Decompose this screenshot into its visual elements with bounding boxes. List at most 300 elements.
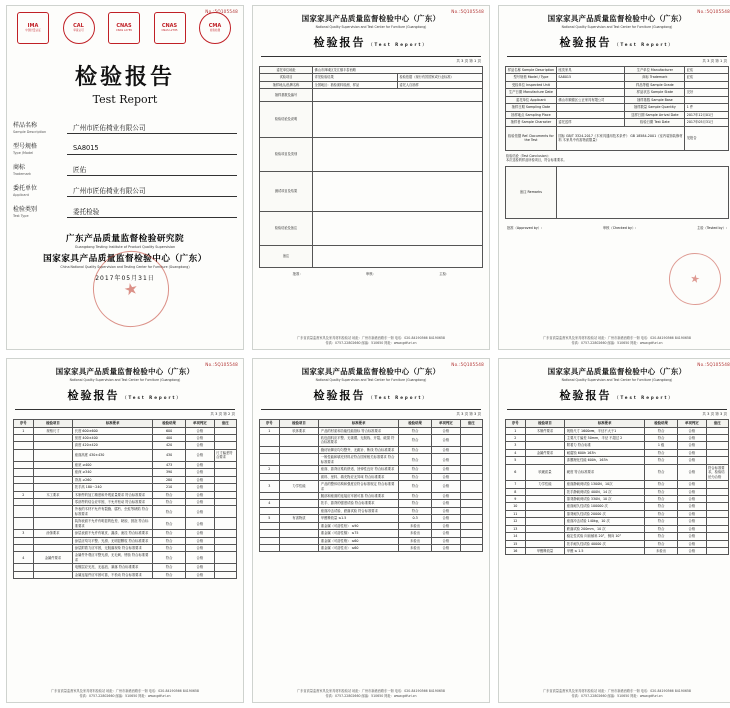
table-row	[14, 435, 237, 442]
cover-title-cn: 检验报告	[74, 65, 175, 90]
cell-no	[14, 461, 34, 468]
cell-item	[33, 506, 73, 518]
cell-result: 390	[153, 469, 186, 476]
cell-result: 0.3	[399, 515, 432, 522]
row-extra: 检验依据（现行有效国家或行业标准）	[398, 74, 483, 81]
report-page-1	[252, 5, 490, 350]
cell-remark	[460, 492, 482, 499]
certification-logo-row	[13, 10, 237, 44]
col-item: 检验项目	[33, 420, 73, 428]
cell-requirement: 扶手高 180～240	[73, 484, 153, 491]
cell-no: 4	[14, 552, 34, 564]
cell-no	[260, 537, 280, 544]
cover-field-trademark	[13, 164, 237, 176]
table-row	[14, 571, 237, 578]
cover-field-sample-value: 广州市匠佑椅业有限公司	[67, 122, 237, 134]
cell-judgement: 合格	[186, 552, 215, 564]
cell-requirement: 木制件的加工精度和外观质量要求 符合标准要求	[73, 491, 153, 498]
table-header-row	[260, 420, 483, 428]
table-row	[14, 537, 237, 544]
cell-judgement: 合格	[186, 530, 215, 537]
cell-no: 6	[506, 464, 526, 480]
report-number-p3: No.:5Q105548	[205, 362, 238, 367]
cell-judgement: 合格	[432, 466, 461, 473]
cell-no	[14, 545, 34, 552]
table-row	[506, 119, 729, 126]
cell-result: 符合	[645, 488, 678, 495]
cell-remark	[706, 510, 728, 517]
cell-remark	[460, 507, 482, 514]
table-row	[260, 446, 483, 453]
table-row	[260, 492, 483, 499]
cell-result: 符合	[399, 427, 432, 434]
cell-item: 规格尺寸	[33, 427, 73, 434]
cell-item: 力学性能	[279, 481, 319, 493]
cell-requirement: 装饰表面不允许有明显的色差、缺胶、鼓泡 符合标准要求	[73, 518, 153, 530]
cell-remark	[706, 488, 728, 495]
col-remark: 备注	[214, 420, 236, 428]
cma-logo	[15, 12, 51, 44]
cell-requirement: 重金属（可溶性汞） ≤60	[319, 545, 399, 552]
cell-item	[279, 530, 319, 537]
issuing-org-en-1: Guangdong Testing Institute of Product Quality Supervision	[74, 244, 176, 249]
col-remark: 备注	[706, 420, 728, 428]
table-row	[14, 461, 237, 468]
cell-item: 木制件要求	[525, 427, 565, 434]
table-row	[506, 464, 729, 480]
cell-no: 10	[506, 503, 526, 510]
cell-item	[525, 435, 565, 442]
table-row	[506, 457, 729, 464]
report-number-p4: No.:5Q105548	[451, 362, 484, 367]
cell-label: 检验依据 Ref. Documents for the Test	[506, 126, 557, 150]
cell-no	[260, 522, 280, 529]
page-header-cn-1: 国家家具产品质量监督检验中心（广东）	[301, 14, 441, 23]
cell-judgement: 合格	[432, 427, 461, 434]
cell-remark	[214, 545, 236, 552]
col-res: 检验结果	[645, 420, 678, 428]
cell-no: 9	[506, 495, 526, 502]
cell-result: 符合	[153, 552, 186, 564]
cell-value	[556, 81, 625, 88]
cell-remark	[460, 435, 482, 447]
cell-judgement: 合格	[432, 530, 461, 537]
cell-remark	[460, 466, 482, 473]
page-title-1: 检验报告 （Test Report）	[313, 36, 429, 49]
cell-value2: 2017年05月31日	[685, 119, 729, 126]
table-row	[506, 533, 729, 540]
cell-remark	[706, 548, 728, 555]
cell-judgement: 合格	[186, 476, 215, 483]
cell-result: 符合	[399, 466, 432, 473]
cell-value2: 1 件	[685, 104, 729, 111]
col-judge: 单项判定	[432, 420, 461, 428]
cell-remark	[706, 427, 728, 434]
cell-item: 有害物质	[279, 515, 319, 522]
table-row	[14, 530, 237, 537]
cell-requirement: 产品的材质和功能性能指标 符合标准要求	[319, 427, 399, 434]
cell-judgement: 合格	[432, 537, 461, 544]
table-row	[506, 74, 729, 81]
cell-remark	[460, 454, 482, 466]
cell-requirement: 座面高度 430±430	[73, 449, 153, 461]
cell-judgement: 合格	[678, 427, 707, 434]
cell-remark	[706, 540, 728, 547]
row-value	[313, 88, 483, 101]
cover-field-trademark-value: 匠佑	[67, 164, 237, 176]
cell-no	[14, 506, 34, 518]
table-row	[506, 126, 729, 150]
cell-judgement: 合格	[432, 545, 461, 552]
page-count-3: 共 3 页 第 2 页	[210, 412, 235, 416]
cover-field-sample-label: 样品名称 Sample Description	[13, 122, 47, 134]
page-title-2: 检验报告 （Test Report）	[559, 36, 675, 49]
cell-remark	[460, 481, 482, 493]
cover-field-applicant-value: 广州市匠佑椅业有限公司	[67, 185, 237, 197]
cell-requirement: 面料、里料、填充物应无异味 符合标准要求	[319, 473, 399, 480]
cell-result: 符合	[153, 518, 186, 530]
page-header-en-1: National Quality Supervision and Test Center for Furniture (Guangdong)	[315, 25, 427, 29]
cell-requirement: 跌落试验 200mm，10 次	[565, 525, 645, 532]
row-value: 详见检验结果	[313, 74, 398, 81]
cell-remark	[706, 525, 728, 532]
cell-result: 1 级	[645, 442, 678, 449]
cell-requirement: 产品的整体结构和强度应符合标准规定 符合标准要求	[319, 481, 399, 493]
cell-no: 4	[506, 449, 526, 456]
cell-item	[279, 446, 319, 453]
table-row	[260, 435, 483, 447]
page-header-en-2: National Quality Supervision and Test Center for Furniture (Guangdong)	[561, 25, 673, 29]
cell-requirement: 零部件的结合应牢固，不允许松动 符合标准要求	[73, 498, 153, 505]
cell-value2: 完好	[685, 89, 729, 96]
row-value	[313, 171, 483, 211]
cell-item	[33, 442, 73, 449]
cell-no	[260, 473, 280, 480]
cover-field-testtype-label: 检验类别 Test Type	[13, 206, 38, 218]
table-row	[506, 111, 729, 118]
cell-requirement: 座深 ≥340	[73, 469, 153, 476]
row-value	[313, 211, 483, 245]
page-header-5	[499, 359, 730, 405]
cell-requirement: 长度 600±600	[73, 427, 153, 434]
cell-label: 样品名称 Sample Description	[506, 67, 557, 74]
cell-no	[14, 469, 34, 476]
cell-requirement: 座面、靠背应柔软舒适，回弹性良好 符合标准要求	[319, 466, 399, 473]
cell-no: 3	[14, 530, 34, 537]
table-row	[506, 503, 729, 510]
cell-requirement: 靠背静载荷试验 330N，10 次	[565, 495, 645, 502]
cell-item	[33, 571, 73, 578]
cell-no: 1	[14, 427, 34, 434]
cell-no: 4	[260, 500, 280, 507]
cell-requirement: 重金属（可溶性镉） ≤75	[319, 530, 399, 537]
table-row	[14, 506, 237, 518]
table-row	[506, 167, 729, 219]
cell-remark	[214, 552, 236, 564]
cell-remark	[460, 522, 482, 529]
cover-title-en: Test Report	[92, 93, 158, 106]
cell-result: 符合	[645, 495, 678, 502]
cell-requirement: 涂层附着力应牢固，无脱落现象 符合标准要求	[73, 545, 153, 552]
cell-remark	[214, 442, 236, 449]
cell-no	[260, 530, 280, 537]
approver-label: 批准：	[292, 271, 303, 276]
cell-remark	[460, 545, 482, 552]
cell-result: 符合	[645, 518, 678, 525]
cell-item	[33, 518, 73, 530]
table-row	[260, 481, 483, 493]
page-footer-5: 广东省质量监督家具及家具材料检验站 地址：广州市新港西路东一街 电话：020-84190566 84190658 传真：0757-22802660 邮编：510650 网址：www.gdfuri.cn	[543, 689, 691, 699]
cell-result: 420	[153, 442, 186, 449]
cell-value: 国标 GB/T 3324-2017《木家具通用技术条件》 GB 18584-2001《室内装饰装修材料 木家具中有害物质限量》	[556, 126, 684, 150]
cell-label: 委托单位 Applicant	[506, 96, 557, 103]
table-row	[14, 545, 237, 552]
page-count-1: 共 3 页 第 1 页	[456, 59, 481, 63]
cell-no: 3	[506, 442, 526, 449]
cell-item	[279, 492, 319, 499]
cell-label: 生产日期 Manufacture Date	[506, 89, 557, 96]
cell-item	[279, 500, 319, 507]
cell-result: 符合	[645, 503, 678, 510]
cell-item	[33, 461, 73, 468]
table-row	[506, 449, 729, 456]
cell-item	[279, 522, 319, 529]
cell-judgement: 合格	[432, 507, 461, 514]
table-row	[260, 67, 483, 74]
cell-judgement: 合格	[186, 537, 215, 544]
header-divider-5	[507, 409, 727, 410]
report-page-5	[498, 358, 730, 703]
col-req: 标准要求	[565, 420, 645, 428]
cell-result: 未检出	[399, 545, 432, 552]
table-row	[260, 245, 483, 267]
cell-value	[556, 111, 625, 118]
cell-result: 符合	[153, 537, 186, 544]
cell-remark	[706, 503, 728, 510]
cell-item	[525, 510, 565, 517]
cell-remark: 符合标准要求，检验结论为合格	[706, 464, 728, 480]
cell-judgement: 合格	[678, 495, 707, 502]
cell-requirement: 腿部和座面的连接应牢固可靠 符合标准要求	[319, 492, 399, 499]
cell-remark	[214, 506, 236, 518]
cell-judgement: 合格	[432, 446, 461, 453]
row-label: 备注	[260, 245, 313, 267]
checker-label: 审核（Checked by）:	[602, 226, 637, 231]
issuing-org-cn-1: 广东产品质量监督检验研究院	[65, 233, 185, 244]
cell-result: 未检出	[399, 537, 432, 544]
cover-field-applicant	[13, 185, 237, 197]
page-title-3: 检验报告 （Test Report）	[67, 389, 183, 402]
cell-requirement: 漆膜理化性能 600h，163h	[565, 457, 645, 464]
cnas-logo-2	[152, 12, 188, 44]
cell-item	[525, 488, 565, 495]
cell-item	[525, 457, 565, 464]
cell-item: 涂饰要求	[33, 530, 73, 537]
cell-no	[14, 498, 34, 505]
cell-remark	[214, 427, 236, 434]
cell-label: 型号规格 Model / Type	[506, 74, 557, 81]
cell-result: 符合	[645, 457, 678, 464]
row-value: 全国地区：抽检面料检测、样品	[313, 81, 398, 88]
cell-requirement: 扶手、靠背的强度试验 符合标准要求	[319, 500, 399, 507]
cell-no: 1	[260, 427, 280, 434]
cell-no	[260, 435, 280, 447]
cell-remark	[214, 491, 236, 498]
cell-result: 未检出	[399, 530, 432, 537]
cell-judgement: 合格	[186, 461, 215, 468]
cell-item	[525, 540, 565, 547]
cell-remark	[460, 427, 482, 434]
table-row	[260, 500, 483, 507]
table-row	[260, 545, 483, 552]
cell-label2: 检验日期 Test Date	[625, 119, 685, 126]
cell-no	[14, 449, 34, 461]
table-row	[506, 67, 729, 74]
cover-field-sample	[13, 122, 237, 134]
cell-item: 金属件要求	[525, 449, 565, 456]
cell-item: 金属件要求	[33, 552, 73, 564]
table-row	[14, 484, 237, 491]
cell-result: 符合	[153, 545, 186, 552]
table-row	[260, 88, 483, 101]
cell-value	[556, 89, 625, 96]
cell-judgement: 合格	[678, 442, 707, 449]
cell-result: 未检出	[399, 522, 432, 529]
cell-result: 符合	[645, 533, 678, 540]
cell-requirement: 硬度 符合标准要求	[565, 464, 645, 480]
header-divider-2	[507, 56, 727, 57]
table-row	[506, 442, 729, 449]
approval-seal	[665, 249, 724, 308]
cell-item	[33, 545, 73, 552]
cell-no: 3	[260, 481, 280, 493]
table-row	[506, 81, 729, 88]
cell-judgement: 合格	[186, 506, 215, 518]
cell-no	[260, 507, 280, 514]
cell-remark	[460, 515, 482, 522]
cell-no: 12	[506, 518, 526, 525]
cell-item: 木工要求	[33, 491, 73, 498]
cell-no: 2	[506, 435, 526, 442]
table-row	[506, 96, 729, 103]
cover-issue-date: 2017年05月31日	[95, 274, 155, 282]
table-row	[14, 498, 237, 505]
cell-requirement: 甲醛释放量 ≤1.5	[319, 515, 399, 522]
row-label: 试验项目	[260, 74, 313, 81]
cma-logo-2	[197, 12, 233, 44]
table-row	[260, 473, 483, 480]
cell-requirement: 附着力 符合标准	[565, 442, 645, 449]
report-cover-page	[6, 5, 244, 350]
col-no: 序号	[260, 420, 280, 428]
cell-remark	[214, 435, 236, 442]
cell-remark	[706, 533, 728, 540]
table-row	[260, 74, 483, 81]
col-item: 检验项目	[525, 420, 565, 428]
table-row	[260, 522, 483, 529]
cell-value2: 匠佑	[685, 74, 729, 81]
cell-requirement: 主要尺寸偏差 50mm，半径 不超过 2	[565, 435, 645, 442]
table-header-row	[506, 420, 729, 428]
cell-item	[33, 484, 73, 491]
table-row	[260, 454, 483, 466]
cell-remark	[214, 484, 236, 491]
tester-label: 主检（Tested by）:	[696, 226, 727, 231]
cell-result: 符合	[153, 498, 186, 505]
page-footer-4: 广东省质量监督家具及家具材料检验站 地址：广州市新港西路东一街 电话：020-84190566 84190658 传真：0757-22802660 邮编：510650 网址：www.gdfuri.cn	[297, 689, 445, 699]
cell-no: 1	[506, 427, 526, 434]
test-result-table-2	[259, 419, 483, 552]
report-number-p2: No.:5Q105548	[697, 9, 730, 14]
cell-no: 7	[506, 481, 526, 488]
report-number: No.:5Q105548	[205, 9, 238, 14]
cell-no	[14, 571, 34, 578]
cell-no: 15	[506, 540, 526, 547]
table-row	[506, 89, 729, 96]
page-header-cn-5: 国家家具产品质量监督检验中心（广东）	[547, 367, 687, 376]
cell-remark	[460, 537, 482, 544]
cell-judgement: 合格	[678, 533, 707, 540]
cell-value: 委托送样	[556, 119, 625, 126]
cell-item: 甲醛释放量	[525, 548, 565, 555]
table-row	[260, 515, 483, 522]
row-value	[313, 137, 483, 171]
page-header-2	[499, 6, 730, 52]
cell-value: 佛山市顺德区公正家具有限公司	[556, 96, 625, 103]
table-row	[14, 449, 237, 461]
page-footer-1: 广东省质量监督家具及家具材料检验站 地址：广州市新港西路东一街 电话：020-84190566 84190658 传真：0757-22802660 邮编：510650 网址：www.gdfuri.cn	[297, 336, 445, 346]
cell-result: 符合	[153, 530, 186, 537]
cell-judgement: 合格	[186, 442, 215, 449]
cell-item	[279, 466, 319, 473]
cell-result: 符合	[399, 435, 432, 447]
tester-label: 主检：	[439, 271, 450, 276]
cell-requirement: 扶手耐久性试验 40000 次	[565, 540, 645, 547]
cell-label2: 样品等级 Sample Grade	[625, 81, 685, 88]
cell-result: 符合	[645, 540, 678, 547]
report-page-2	[498, 5, 730, 350]
table-row	[260, 530, 483, 537]
row-label: 抽样地点/品牌名称	[260, 81, 313, 88]
cell-item	[525, 525, 565, 532]
cell-judgement: 合格	[678, 488, 707, 495]
cell-remark	[706, 457, 728, 464]
cover-field-trademark-label: 商标 Trademark	[13, 164, 32, 176]
cell-no: 14	[506, 533, 526, 540]
cell-requirement: 缝纫针脚应均匀整齐，无跳针、断线 符合标准要求	[319, 446, 399, 453]
table-row	[506, 518, 729, 525]
cnas-logo-1	[106, 12, 142, 44]
table-row	[506, 540, 729, 547]
cell-label: 受检单位 Inspected Unit	[506, 81, 557, 88]
cell-remark	[706, 442, 728, 449]
cover-field-testtype	[13, 206, 237, 218]
cell-judgement: 合格	[186, 545, 215, 552]
conclusion-label: 检验结论（Test Conclusion）：	[506, 153, 552, 158]
remark-value	[556, 167, 728, 219]
table-row	[260, 537, 483, 544]
col-req: 标准要求	[319, 420, 399, 428]
table-row	[14, 564, 237, 571]
report-number-p1: No.:5Q105548	[451, 9, 484, 14]
cell-item	[33, 469, 73, 476]
cover-field-applicant-label: 委托单位 Applicant	[13, 185, 38, 197]
cell-judgement: 合格	[186, 435, 215, 442]
cell-requirement: 宽度 400±400	[73, 435, 153, 442]
cell-result: 符合	[153, 506, 186, 518]
cell-item	[33, 435, 73, 442]
cell-result: 符合	[153, 571, 186, 578]
